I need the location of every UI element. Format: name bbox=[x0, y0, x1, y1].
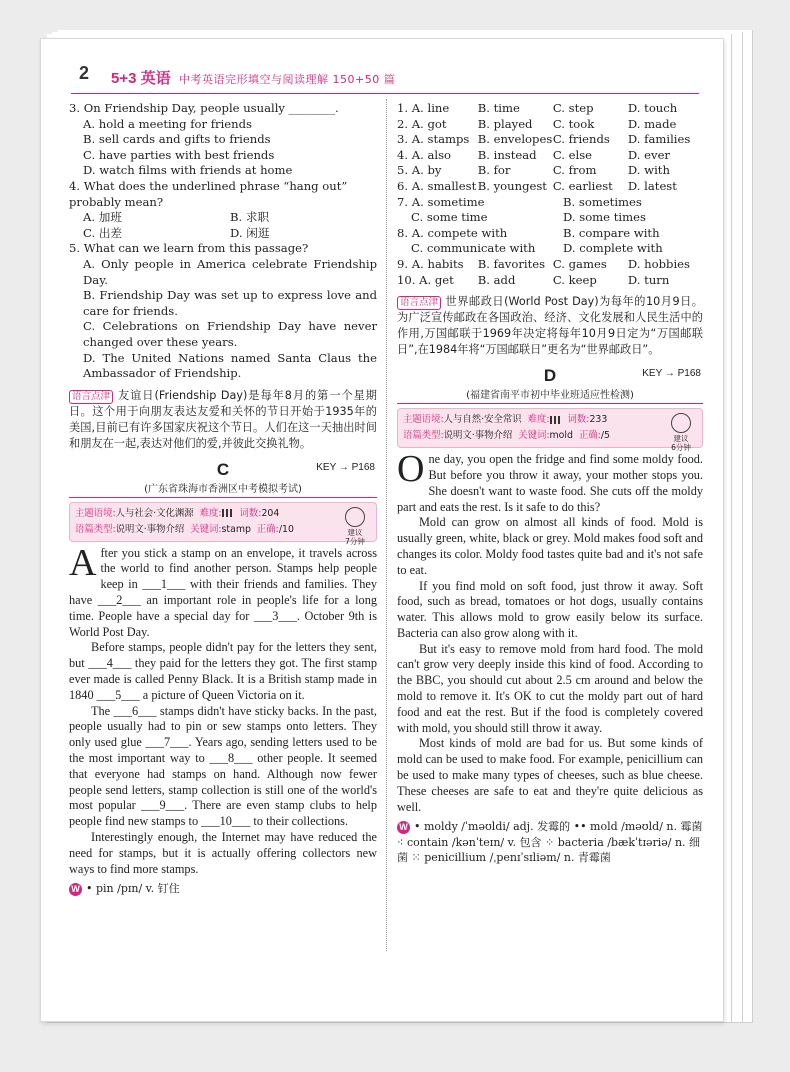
paragraph: After you stick a stamp on an envelope, it travels across the world to find another person. Stamps help people keep in ___1___ with their friends and families. They have ___2___ an important role in people's life for a long time. People have a special day for ___3___. October 9th is World Post Day. bbox=[69, 541, 377, 639]
keyword: mold bbox=[549, 430, 573, 442]
answer-option: C. communicate with bbox=[411, 241, 536, 256]
paragraph: Most kinds of mold are bad for us. But some kinds of mold can be used to make food. For example, penicillium can be used to make many types of cheeses, such as blue cheese. These cheeses are safe to eat and they're quite delicious as well. bbox=[397, 736, 703, 814]
answer-option: B. time bbox=[477, 101, 520, 115]
answer-option: B. instead bbox=[477, 147, 537, 162]
answer-options bbox=[397, 101, 703, 288]
option: B. sell cards and gifts to friends bbox=[83, 132, 271, 147]
paragraph: Before stamps, people didn't pay for the letters they sent, but ___4___ they paid for the letters they got. The first stamp ever made is called Penny Black. It is a British stamp made in 1840 ___5___ a picture of Queen Victoria on it. bbox=[69, 640, 377, 702]
answer-option: B. youngest bbox=[477, 178, 547, 193]
book-title: 中考英语完形填空与阅读理解 150+50 篇 bbox=[179, 73, 396, 86]
option-row bbox=[83, 226, 377, 242]
section-c-header bbox=[69, 460, 377, 480]
book-page bbox=[40, 38, 724, 1022]
note-tag: 语言点津 bbox=[397, 296, 441, 310]
answer-option: D. touch bbox=[627, 101, 678, 115]
suggested-time: 6分钟 bbox=[671, 443, 691, 453]
text-type: 说明文·事物介绍 bbox=[115, 523, 185, 535]
answer-option: B. for bbox=[477, 163, 511, 178]
answer-key-link[interactable]: KEY → P168 bbox=[316, 461, 375, 473]
difficulty-bars-icon bbox=[550, 416, 562, 424]
answer-option: C. keep bbox=[552, 272, 597, 287]
answer-option: 10. A. get bbox=[397, 272, 454, 287]
language-note bbox=[69, 388, 377, 452]
answer-option: 8. A. compete with bbox=[397, 225, 508, 240]
option: A. Only people in America celebrate Friendship Day. bbox=[83, 256, 377, 287]
section-source: (福建省南平市初中毕业班适应性检测) bbox=[397, 386, 703, 404]
answer-option: D. families bbox=[627, 132, 691, 147]
word-count: 204 bbox=[261, 507, 280, 519]
answer-option: 9. A. habits bbox=[397, 256, 464, 271]
answer-row bbox=[397, 273, 703, 289]
passage-info-box: 主题语境:人与社会·文化渊源 难度: 词数:204 语篇类型:说明文·事物介绍 关键词:stamp 正确:/10 建议 7分钟 bbox=[69, 502, 377, 542]
answer-option: B. compare with bbox=[563, 225, 660, 240]
question-4: 4. What does the underlined phrase “hang out” probably mean? bbox=[69, 178, 348, 209]
option: C. Celebrations on Friendship Day have never changed over these years. bbox=[83, 319, 377, 349]
text-type: 说明文·事物介绍 bbox=[443, 430, 513, 442]
answer-row bbox=[397, 117, 703, 133]
answer-option: D. with bbox=[627, 163, 670, 178]
option: B. Friendship Day was set up to express love and care for friends. bbox=[83, 288, 377, 318]
answer-row bbox=[397, 132, 703, 148]
answer-option: C. else bbox=[552, 147, 593, 162]
answer-option: B. envelopes bbox=[477, 132, 553, 147]
right-column bbox=[397, 101, 703, 866]
page-header bbox=[41, 39, 723, 87]
vocabulary-note: W • pin /pɪn/ v. 钉住 bbox=[69, 881, 377, 897]
answer-option: D. latest bbox=[627, 178, 677, 193]
section-source: (广东省珠海市香洲区中考模拟考试) bbox=[69, 480, 377, 498]
note-text: 友谊日(Friendship Day)是每年8月的第一个星期日。这个用于向朋友表达友爱和关怀的节日开始于1935年的美国,目前已有许多国家庆祝这个节日。人们在这一天抽出时间和朋友在一起,表达对他们的爱,并彼此交换礼物。 bbox=[69, 388, 377, 450]
answer-option: D. turn bbox=[627, 272, 670, 287]
answer-option: D. some times bbox=[563, 210, 646, 225]
paragraph: Mold can grow on almost all kinds of food. Mold is usually green, white, black or grey. Mold makes food soft and changes its color. Moldy food tastes quite bad and it's not safe to eat. bbox=[397, 515, 703, 577]
column-divider bbox=[386, 99, 387, 951]
answer-option: B. add bbox=[477, 272, 516, 287]
score: /5 bbox=[600, 430, 610, 442]
answer-row bbox=[397, 163, 703, 179]
suggested-time: 7分钟 bbox=[345, 536, 365, 546]
question-3: 3. On Friendship Day, people usually ________. bbox=[69, 101, 339, 115]
answer-option: 6. A. smallest bbox=[397, 178, 477, 193]
vocabulary-note: W • moldy /ˈməʊldi/ adj. 发霉的 •• mold /məʊld/ n. 霉菌 ⁖ contain /kənˈteɪn/ v. 包含 ⁘ bacteria /bækˈtɪəriə/ n. 细菌 ⁙ penicillium /ˌpenɪˈsɪliəm/ n. 青霉菌 bbox=[397, 820, 703, 865]
answer-key-link[interactable]: KEY → P168 bbox=[642, 368, 701, 380]
option: A. 加班 bbox=[83, 210, 122, 225]
paragraph: The ___6___ stamps didn't have sticky backs. In the past, people usually had to pin or sew stamps onto letters. They only used glue ___7___. Years ago, sending letters used to be the most important way to ___8___ other people. It seemed that everyone had stamps on hand. Although now fewer people send letters, stamp collection is still one of the world's most popular ___9___. There are even stamp clubs to help people find new stamps to ___10___ to their collections. bbox=[69, 703, 377, 829]
answer-option: D. ever bbox=[627, 147, 670, 162]
answer-option: 5. A. by bbox=[397, 163, 442, 178]
clock-icon: 建议 7分钟 bbox=[338, 507, 372, 546]
keyword: stamp bbox=[221, 523, 251, 535]
answer-row bbox=[397, 257, 703, 273]
brand-logo: 5+3 英语 bbox=[111, 70, 171, 87]
option: D. watch films with friends at home bbox=[83, 163, 293, 178]
topic: 人与自然·安全常识 bbox=[443, 414, 522, 426]
answer-option: B. sometimes bbox=[563, 194, 642, 209]
score: /10 bbox=[278, 523, 294, 535]
answer-option: 2. A. got bbox=[397, 116, 447, 131]
option: D. The United Nations named Santa Claus the Ambassador of Friendship. bbox=[83, 350, 377, 381]
word-count: 233 bbox=[589, 414, 608, 426]
answer-row bbox=[397, 195, 703, 211]
paragraph: Interestingly enough, the Internet may have reduced the need for stamps, but it is actually offering collectors new ways to find more stamps. bbox=[69, 830, 377, 876]
answer-option: B. played bbox=[477, 116, 533, 131]
difficulty-bars-icon bbox=[222, 509, 234, 517]
note-tag: 语言点津 bbox=[69, 390, 113, 404]
option: C. 出差 bbox=[83, 225, 123, 240]
answer-row bbox=[397, 148, 703, 164]
answer-row bbox=[397, 101, 703, 117]
answer-option: 1. A. line bbox=[397, 101, 450, 115]
answer-option: D. made bbox=[627, 116, 677, 131]
answer-option: D. complete with bbox=[563, 241, 663, 256]
answer-option: C. some time bbox=[411, 210, 488, 225]
header-rule bbox=[71, 93, 699, 94]
option: C. have parties with best friends bbox=[83, 147, 275, 162]
note-text: 世界邮政日(World Post Day)为每年的10月9日。为广泛宣传邮政在各国政治、经济、文化发展和人民生活中的作用,万国邮联于1969年决定将每年10月9日定为“万国邮联日”,在1984年将“万国邮联日”更名为“世界邮政日”。 bbox=[397, 295, 703, 357]
section-letter: C bbox=[216, 459, 230, 479]
word-icon: W bbox=[397, 821, 410, 834]
paragraph: If you find mold on soft food, just throw it away. Soft food, such as bread, tomatoes or hot dogs, usually contains water. This allows mold to grow easily below its surface. Bacteria can also grow along with it. bbox=[397, 578, 703, 640]
answer-option: C. from bbox=[552, 163, 597, 178]
answer-option: D. hobbies bbox=[627, 256, 690, 271]
option-row bbox=[83, 210, 377, 226]
answer-row bbox=[397, 226, 703, 242]
paragraph: But it's easy to remove mold from hard food. The mold can't grow very deeply inside this kind of food. According to the BBC, you should cut about 2.5 cm around and below the mold to remove it. It's OK to cut the moldy part out of hard food and eat the rest. But if the food is completely covered with mold, you should still throw it away. bbox=[397, 641, 703, 735]
answer-option: C. friends bbox=[552, 132, 610, 147]
answer-option: B. favorites bbox=[477, 256, 546, 271]
answer-option: C. step bbox=[552, 101, 594, 115]
topic: 人与社会·文化渊源 bbox=[115, 507, 194, 519]
answer-option: C. took bbox=[552, 116, 595, 131]
paragraph: One day, you open the fridge and find some moldy food. But before you throw it away, your mother stops you. She doesn't want to waste food. She cuts off the moldy part and eats the rest. Is it safe to do this? bbox=[397, 448, 703, 514]
question-5: 5. What can we learn from this passage? bbox=[69, 241, 309, 256]
answer-option: 4. A. also bbox=[397, 147, 452, 162]
word-icon: W bbox=[69, 883, 82, 896]
drop-cap: O bbox=[397, 448, 425, 491]
drop-cap: A bbox=[69, 541, 97, 584]
answer-option: 3. A. stamps bbox=[397, 132, 470, 147]
section-letter: D bbox=[543, 366, 557, 386]
page-number: 2 bbox=[79, 63, 90, 83]
answer-option: 7. A. sometime bbox=[397, 194, 485, 209]
answer-option: C. earliest bbox=[552, 178, 613, 193]
left-column bbox=[69, 101, 377, 897]
option: A. hold a meeting for friends bbox=[83, 116, 252, 131]
answer-row bbox=[397, 210, 703, 226]
language-note bbox=[397, 294, 703, 358]
passage-info-box: 主题语境:人与自然·安全常识 难度: 词数:233 语篇类型:说明文·事物介绍 关键词:mold 正确:/5 建议 6分钟 bbox=[397, 408, 703, 448]
answer-option: C. games bbox=[552, 256, 607, 271]
answer-row bbox=[397, 179, 703, 195]
answer-row bbox=[397, 241, 703, 257]
option: D. 闲逛 bbox=[230, 225, 270, 240]
option: B. 求职 bbox=[230, 210, 270, 225]
clock-icon: 建议 6分钟 bbox=[664, 413, 698, 452]
section-d-header bbox=[397, 366, 703, 386]
